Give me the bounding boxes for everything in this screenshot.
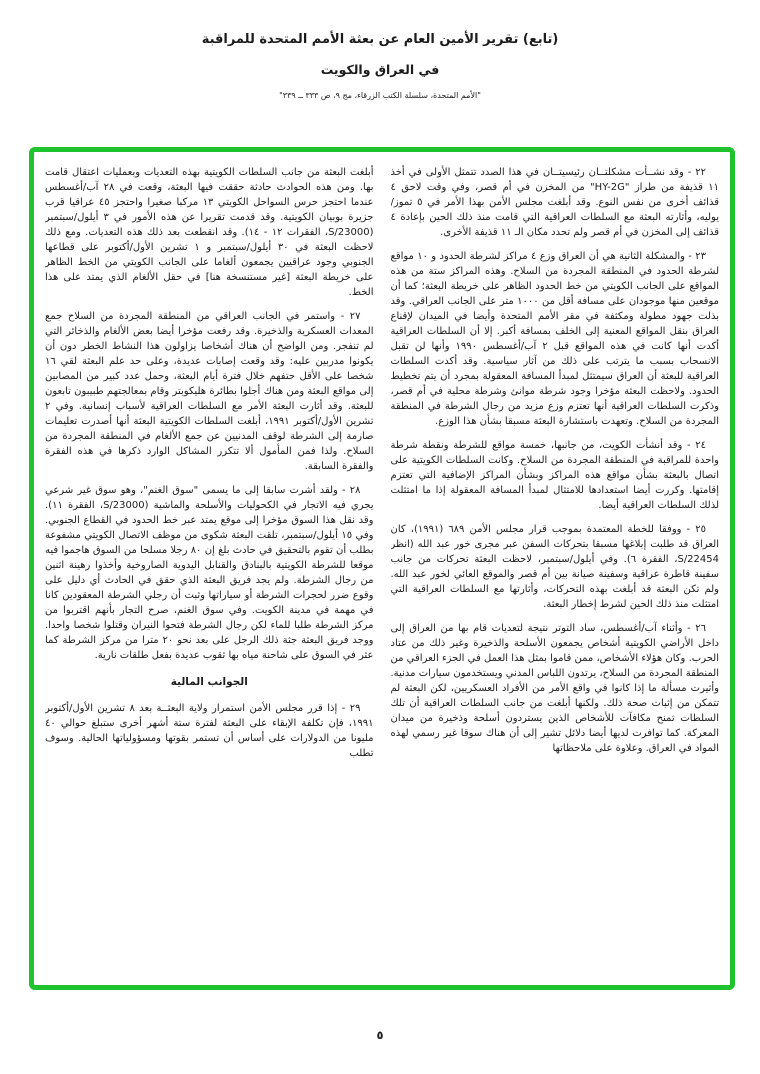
source-note: "الأمم المتحدة، سلسلة الكتب الزرقاء، مج ٩، ص ٣٣٣ ــ ٣٣٩" bbox=[279, 91, 481, 100]
paragraph-continuation: أبلغت البعثة من جانب السلطات الكويتية بهذه التعديات وبعمليات اعتقال قامت بها. ومن هذه الحوادث حادثة حققت فيها البعثة، وقعت في ٢٨ آب/أغسطس عندما احتجز حرس السواحل الكويتي ١٣ مركبا صغيرا واحتجز ٤٥ عراقيا قرب جزيرة بوبيان الكويتية. وقد قدمت تقريرا عن هذه الأمور في ٣ أيلول/سبتمبر (S/23000، الفقرات ١٢ - ١٤). وقد انقطعت بعد ذلك هذه التعديات. ومع ذلك لاحظت البعثة في ٣٠ أيلول/سبتمبر و ١ تشرين الأول/أكتوبر على قطاعها الجنوبي وجود عراقيين يجمعون ألغاما على الجانب الكويتي من الخط الظاهر على خريطة البعثة [غير مستنسخة هنا] في حقل الألغام الذي يمتد على هذا الخط. bbox=[45, 167, 374, 298]
paragraph-23: ٢٣ - والمشكلة الثانية هي أن العراق وزع ٤ مراكز لشرطة الحدود و ١٠ مواقع لشرطة الحدود في المنطقة المجردة من السلاح. وهذه المراكز ستة من هذه المواقع على الجانب الكويتي من خط الحدود الظاهر على خريطة البعثة؛ كما أن موقعين منها موجودان على مسافة أقل من ١٠٠٠ متر على الجانب العراقي. وقد بذلت جهود مطولة ومكثفة في مقر الأمم المتحدة وأيضا في الميدان لإقناع العراق بنقل المواقع المعنية إلى الخلف بمسافة أكبر. إلا أن السلطات العراقية أكدت أنها كانت في هذه المواقع قبل ٢ آب/أغسطس ١٩٩٠ وأنها لن تقبل الانسحاب بسبب ما يترتب على ذلك من آثار سياسية. وقد أكدت السلطات العراقية للبعثة أن العراق سيمتثل لمبدأ المسافة المعقولة بمجرد أن يتم تخطيط الحدود. ولاحظت البعثة مؤخرا وجود شرطة موانئ وشرطة محلية في أم قصر، وذكرت السلطات العراقية أنها تعتزم وزع مزيد من رجال الشرطة في المنطقة المجردة من السلاح. وتعهدت باستشارة البعثة مسبقا بشأن هذا الوزع. bbox=[390, 251, 719, 427]
report-title: (تابع) تقرير الأمين العام عن بعثة الأمم المتحدة للمراقبة bbox=[201, 32, 559, 47]
content-frame bbox=[29, 147, 735, 990]
paragraph-29: ٢٩ - إذا قرر مجلس الأمن استمرار ولاية البعثــة بعد ٨ تشرين الأول/أكتوبر ١٩٩١، فإن تكلفة الإبقاء على البعثة لفترة ستة أشهر أخرى ستبلغ حوالي ٤٠ مليونا من الدولارات على أساس أن تستمر بقوتها ومسؤولياتها الحالية. وسوف تطلب bbox=[45, 702, 374, 759]
paragraph-26: ٢٦ - وأثناء آب/أغسطس، ساد التوتر نتيجة لتعديات قام بها من العراق إلى داخل الأراضي الكويتية أشخاص يجمعون الأسلحة والذخيرة وغير ذلك من عتاد الحرب. وكان هؤلاء الأشخاص، ممن قاموا بمثل هذا العمل في الجزء العراقي من المنطقة المجردة من السلاح، يرتدون اللباس المدني ويستخدمون سيارات مدنية. وأثيرت مسألة ما إذا كانوا في واقع الأمر من الأفراد العسكريين، لكن البعثة لم تتمكن من إثبات صحة ذلك. ولكنها أبلغت من جانب السلطات العراقية أن تلك السلطات تمنح مكافآت للأشخاص الذين يستردون أسلحة وذخيرة من ميدان المعركة. كما توافرت لديها أيضا دلائل تشير إلى أن هناك سوقا غير رسمي لهذه المواد في العراق. وعلاوة على ملاحظاتها bbox=[390, 623, 719, 754]
paragraph-22: ٢٢ - وقد نشــأت مشكلتــان رئيسيتــان في هذا الصدد تتمثل الأولى في أخذ ١١ قذيفة من طراز "HY-2G" من المخزن في أم قصر، وفي وقت لاحق ٤ قذائف أخرى من نفس النوع. وقد أبلغت مجلس الأمن بهذا الأمر في ٥ تموز/يوليه، وأثارته البعثة مع السلطات العراقية التي قامت منذ ذلك الحين بإعادة ٤ قذائف إلى المخزن في أم قصر ولم تحدد مكان الـ ١١ قذيفة الأخرى. bbox=[390, 167, 719, 238]
left-column bbox=[45, 165, 374, 972]
paragraph-28: ٢٨ - ولقد أشرت سابقا إلى ما يسمى "سوق الغنم"، وهو سوق غير شرعي يجري فيه الاتجار في الكحوليات والأسلحة والماشية (S/23000، الفقرة ١١). وقد نقل هذا السوق مؤخرا إلى موقع يمتد عبر خط الحدود في القطاع الجنوبي. وفي ١٥ أيلول/سبتمبر، تلقت البعثة شكوى من موظف الاتصال الكويتي مشفوعة بطلب أن تقوم بالتحقيق في حادث بلغ إن ٨٠ رجلا مسلحا من السوق هاجموا فيه موقعا للشرطة الكويتية بالبنادق والقنابل اليدوية الصاروخية وأخذوا رهينة اثنين من رجال الشرطة. ولم يجد فريق البعثة الذي حقق في الحادث أي دليل على وقوع ضرر لحجرات الشرطة أو سياراتها وثبت أن رجلي الشرطة المعقودين كانا في مهمة في مدينة الكويت. وفي سوق الغنم، صرح التجار بأنهم اقتربوا من مركز الشرطة طلبا للماء لكن رجال الشرطة فتحوا النيران وقتلوا شخصا واحدا. ووجد فريق البعثة جثة ذلك الرجل على بعد نحو ٢٠ مترا من مركز الشرطة كما عثر في السوق على شاحنة مياه بها ثقوب عديدة بفعل طلقات نارية. bbox=[45, 485, 374, 661]
report-subtitle: في العراق والكويت bbox=[320, 62, 440, 77]
paragraph-27: ٢٧ - واستمر في الجانب العراقي من المنطقة المجردة من السلاح جمع المعدات العسكرية والذخيرة. وقد رفعت مؤخرا أيضا بعض الألغام والذخائر التي لم تنفجر. ومن الواضح أن هناك أشخاصا يزاولون هذا النشاط الخطر دون أن يكونوا مدربين عليه: وقد وقعت إصابات عديدة، وعلى حد علم البعثة لقي ١٦ شخصا على الأقل حتفهم خلال فترة أيام البعثة، وحمل عدد كبير من المصابين إلى مواقع البعثة ومن هناك أجلوا بطائرة هليكوبتر وقام بمعالجتهم طبيبون تابعون للبعثة. وقد أثارت البعثة الأمر مع السلطات العراقية لأسباب إنسانية. وفي ٢ تشرين الأول/أكتوبر ١٩٩١، أبلغت السلطات الكويتية البعثة أنها أصدرت تعليمات صارمة إلى الشرطة لوقف المدنيين عن جمع الألغام في المنطقة المجردة من السلاح. ولذا فمن المأمول ألا تتكرر المشاكل الوارد ذكرها في هذه الفقرة والفقرة السابقة. bbox=[45, 311, 374, 472]
financial-section-heading: الجوانب المالية bbox=[170, 676, 248, 688]
text-columns bbox=[34, 152, 730, 985]
paragraph-25: ٢٥ - ووفقا للخطة المعتمدة بموجب قرار مجلس الأمن ٦٨٩ (١٩٩١)، كان العراق قد طلبت إبلاغها مسبقا بتحركات السفن عبر مجرى خور عبد الله (انظر S/22454، الفقرة ٦). وفي أيلول/سبتمبر، لاحظت البعثة تحركات من جانب سفينة قاطرة عراقية وسفينة صيانة بين أم قصر والموقع العائي لخور عبد الله. ولم تكن البعثة قد أبلغت بهذه التحركات، وأثارتها مع السلطات العراقية التي امتثلت منذ ذلك الحين لشرط إخطار البعثة. bbox=[390, 524, 719, 610]
page-number: ٥ bbox=[376, 1028, 384, 1042]
right-column bbox=[391, 165, 720, 972]
paragraph-24: ٢٤ - وقد أنشأت الكويت، من جانبها، خمسة مواقع للشرطة ونقطة شرطة واحدة للمراقبة في المنطقة المجردة من السلاح. وكانت السلطات الكويتية على اتصال بالبعثة بشأن مواقع هذه المراكز وبشأن المراكز الإضافية التي تعتزم إقامتها. وكررت أيضا استعدادها للامتثال لمبدأ المسافة المعقولة إذا ما امتثلت لذلك السلطات العراقية أيضا. bbox=[390, 440, 719, 511]
document-header bbox=[0, 32, 760, 100]
